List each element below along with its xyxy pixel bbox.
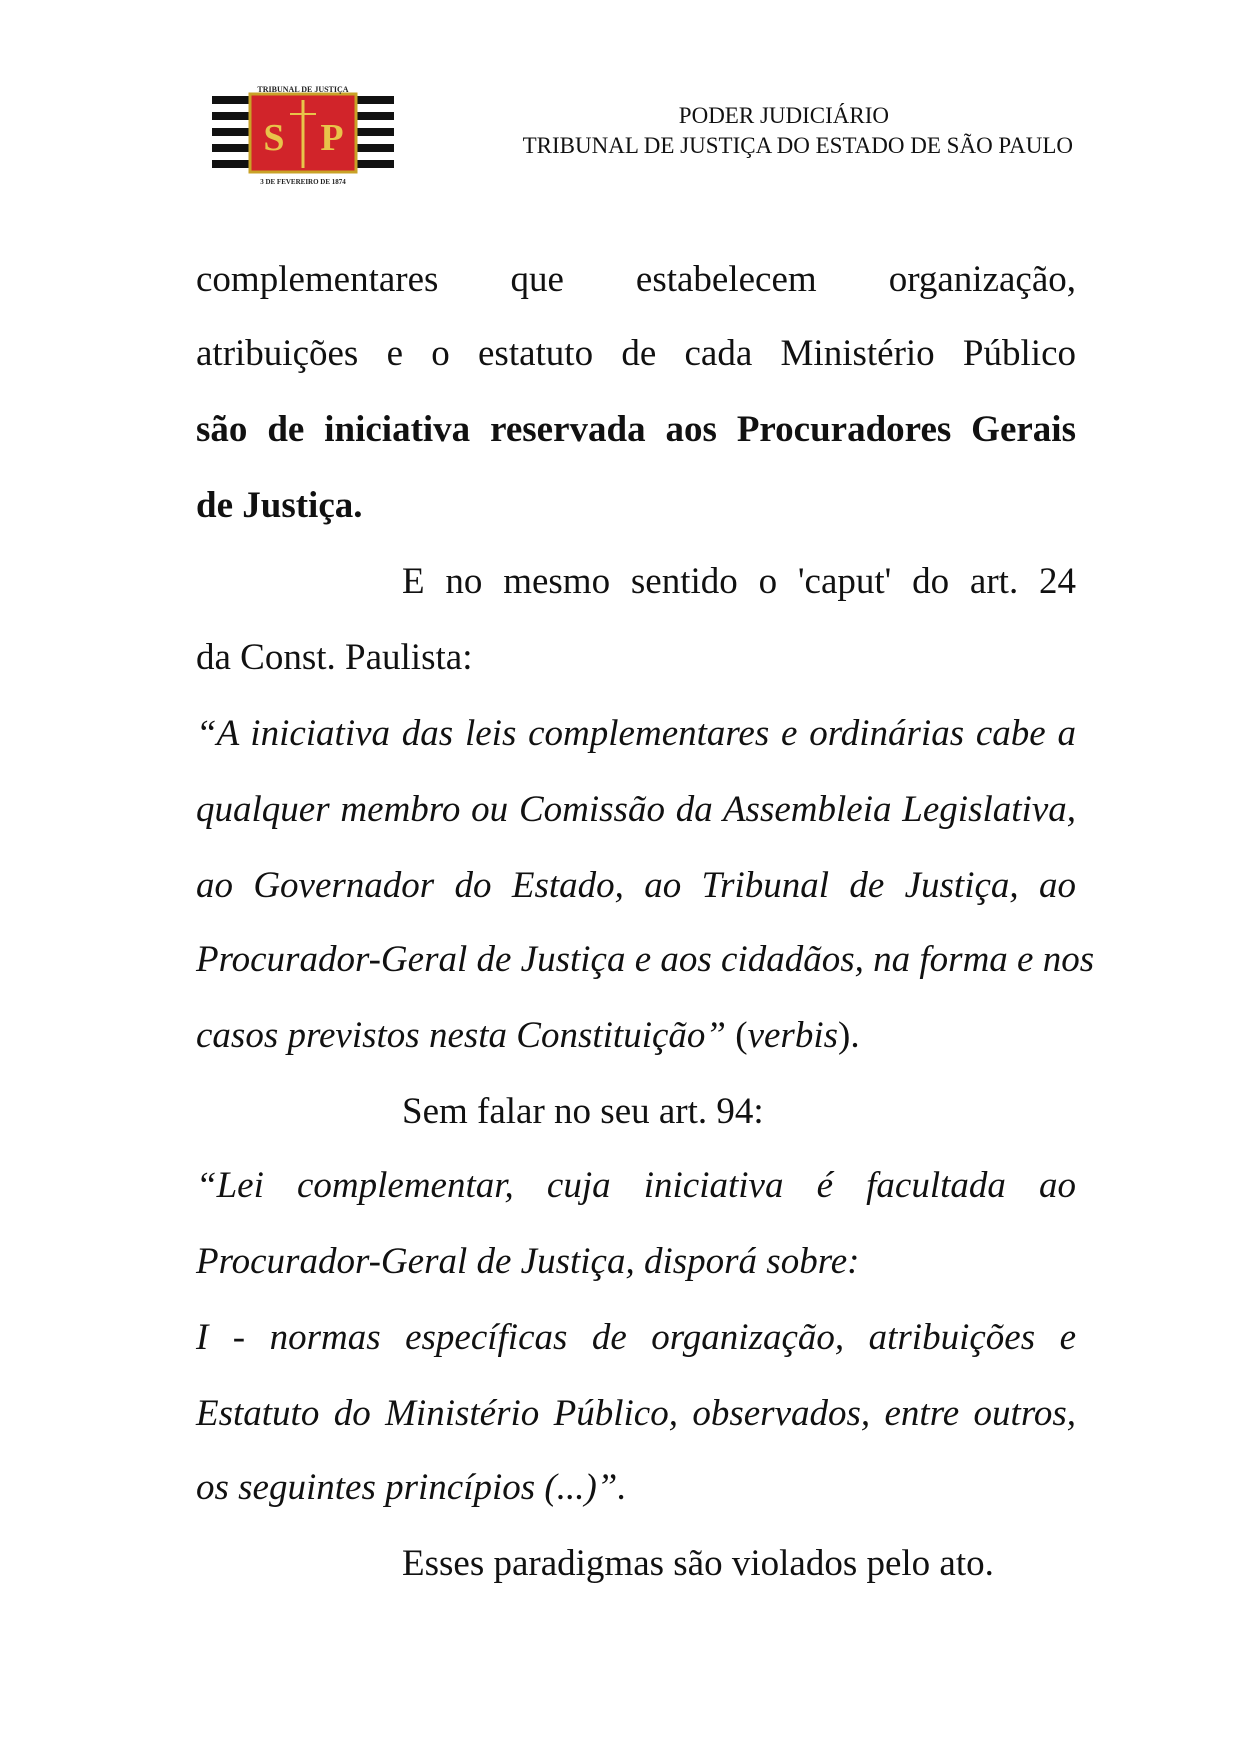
paragraph-line: E no mesmo sentido o 'caput' do art. 24 <box>402 561 1076 602</box>
quote-line: “Lei complementar, cuja iniciativa é facultada ao <box>196 1165 1076 1206</box>
header-line-1: PODER JUDICIÁRIO <box>678 103 889 128</box>
paragraph-line: Esses paradigmas são violados pelo ato. <box>402 1543 994 1584</box>
logo-letter-p: P <box>320 117 344 159</box>
quote-line: qualquer membro ou Comissão da Assembleia Legislativa, <box>196 789 1076 830</box>
logo-top-text: TRIBUNAL DE JUSTIÇA <box>257 86 349 94</box>
quote-line: ao Governador do Estado, ao Tribunal de Justiça, ao <box>196 865 1076 906</box>
verbis-text: verbis <box>747 1015 839 1056</box>
quote-line: Estatuto do Ministério Público, observados, entre outros, <box>196 1393 1076 1434</box>
paragraph-line: são de iniciativa reservada aos Procuradores Gerais <box>196 409 1076 450</box>
quote-line: “A iniciativa das leis complementares e ordinárias cabe a <box>196 713 1076 754</box>
header-line-2: TRIBUNAL DE JUSTIÇA DO ESTADO DE SÃO PAULO <box>522 133 1073 158</box>
quote-line: I - normas específicas de organização, atribuições e <box>196 1317 1076 1358</box>
paragraph-line: complementares que estabelecem organização, <box>196 259 1076 300</box>
paragraph-line: da Const. Paulista: <box>196 637 473 678</box>
quote-line <box>196 1014 1076 1058</box>
quote-text: ( <box>726 1015 748 1056</box>
quote-line: Procurador-Geral de Justiça e aos cidadãos, na forma e nos <box>196 939 1095 980</box>
paragraph-line: atribuições e o estatuto de cada Ministério Público <box>196 333 1076 374</box>
paragraph-line: de Justiça. <box>196 485 363 526</box>
quote-line: Procurador-Geral de Justiça, disporá sobre: <box>196 1241 860 1282</box>
court-seal-logo <box>212 86 394 186</box>
logo-bottom-text: 3 DE FEVEREIRO DE 1874 <box>260 178 346 186</box>
quote-line: os seguintes princípios (...)”. <box>196 1467 627 1508</box>
quote-text: ). <box>838 1015 860 1056</box>
logo-letter-s: S <box>263 117 285 159</box>
paragraph-line: Sem falar no seu art. 94: <box>402 1091 764 1132</box>
quote-text: casos previstos nesta Constituição” <box>196 1015 726 1056</box>
